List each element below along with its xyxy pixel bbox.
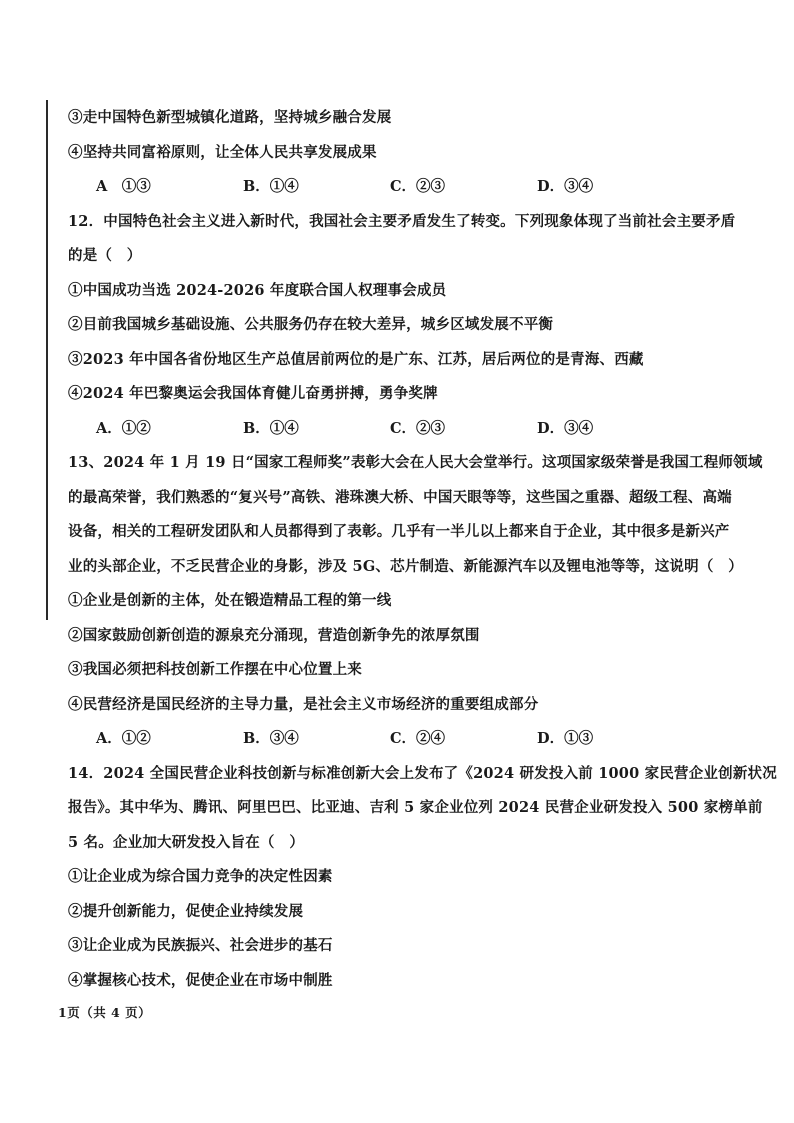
q12-statement-3: ③2023 年中国各省份地区生产总值居前两位的是广东、江苏，居后两位的是青海、西藏 [68,350,644,368]
q14-statement-2: ②提升创新能力，促使企业持续发展 [68,902,304,920]
q12-option-d: D．③④ [537,419,594,437]
q12-statement-1: ①中国成功当选 2024-2026 年度联合国人权理事会成员 [68,281,447,299]
q13-stem-line-2: 的最高荣誉，我们熟悉的“复兴号”高铁、港珠澳大桥、中国天眼等等，这些国之重器、超级工程、高端 [68,488,732,506]
q13-option-a: A．①② [96,730,151,747]
q13-statement-4: ④民营经济是国民经济的主导力量，是社会主义市场经济的重要组成部分 [68,695,539,713]
q12-option-b: B．①④ [243,419,299,437]
q13-options [68,729,758,764]
q12-option-c: C．②③ [390,419,446,437]
q13-option-d: D．①③ [537,730,594,747]
q13-statement-1: ①企业是创新的主体，处在锻造精品工程的第一线 [68,592,392,609]
q11-statement-3: ③走中国特色新型城镇化道路，坚持城乡融合发展 [68,109,392,126]
q11-option-b: B．①④ [243,178,299,195]
page-number-footer: 1页（共 4 页） [58,1005,152,1020]
q13-option-c: C．②④ [390,730,446,747]
q11-option-c: C．②③ [390,178,446,195]
q13-statement-3: ③我国必须把科技创新工作摆在中心位置上来 [68,661,362,678]
q11-statement-4: ④坚持共同富裕原则，让全体人民共享发展成果 [68,143,377,161]
q14-stem-line-2: 报告》。其中华为、腾讯、阿里巴巴、比亚迪、吉利 5 家企业位列 2024 民营企业研发投入 500 家榜单前 [68,799,763,816]
q12-statement-4: ④2024 年巴黎奥运会我国体育健儿奋勇拼搏，勇争奖牌 [68,385,438,402]
q12-stem-line-1: 12．中国特色社会主义进入新时代，我国社会主要矛盾发生了转变。下列现象体现了当前社会主要矛盾 [68,212,736,230]
binding-margin-line [46,100,48,620]
q13-stem-line-4: 业的头部企业，不乏民营企业的身影，涉及 5G、芯片制造、新能源汽车以及锂电池等等，这说明（ ） [68,557,743,575]
q14-statement-1: ①让企业成为综合国力竞争的决定性因素 [68,868,333,885]
q11-option-d: D．③④ [537,178,594,195]
q14-stem-line-1: 14．2024 全国民营企业科技创新与标准创新大会上发布了《2024 研发投入前 1000 家民营企业创新状况 [68,764,777,782]
q14-statement-3: ③让企业成为民族振兴、社会进步的基石 [68,937,333,954]
q11-option-a: A ①③ [96,178,151,195]
exam-page [68,108,777,1005]
q13-option-b: B．③④ [243,730,299,747]
q12-option-a: A．①② [96,419,151,437]
q13-stem-line-3: 设备，相关的工程研发团队和人员都得到了表彰。几乎有一半儿以上都来自于企业，其中很多是新兴产 [68,523,730,540]
q12-options [68,419,758,454]
q13-statement-2: ②国家鼓励创新创造的源泉充分涌现，营造创新争先的浓厚氛围 [68,626,480,644]
q13-stem-line-1: 13、2024 年 1 月 19 日“国家工程师奖”表彰大会在人民大会堂举行。这项国家级荣誉是我国工程师领域 [68,454,763,471]
q11-options [68,177,758,212]
q12-statement-2: ②目前我国城乡基础设施、公共服务仍存在较大差异，城乡区域发展不平衡 [68,316,554,333]
q14-statement-4: ④掌握核心技术，促使企业在市场中制胜 [68,971,333,989]
q12-stem-line-2: 的是（ ） [68,247,142,264]
q14-stem-line-3: 5 名。企业加大研发投入旨在（ ） [68,833,305,851]
